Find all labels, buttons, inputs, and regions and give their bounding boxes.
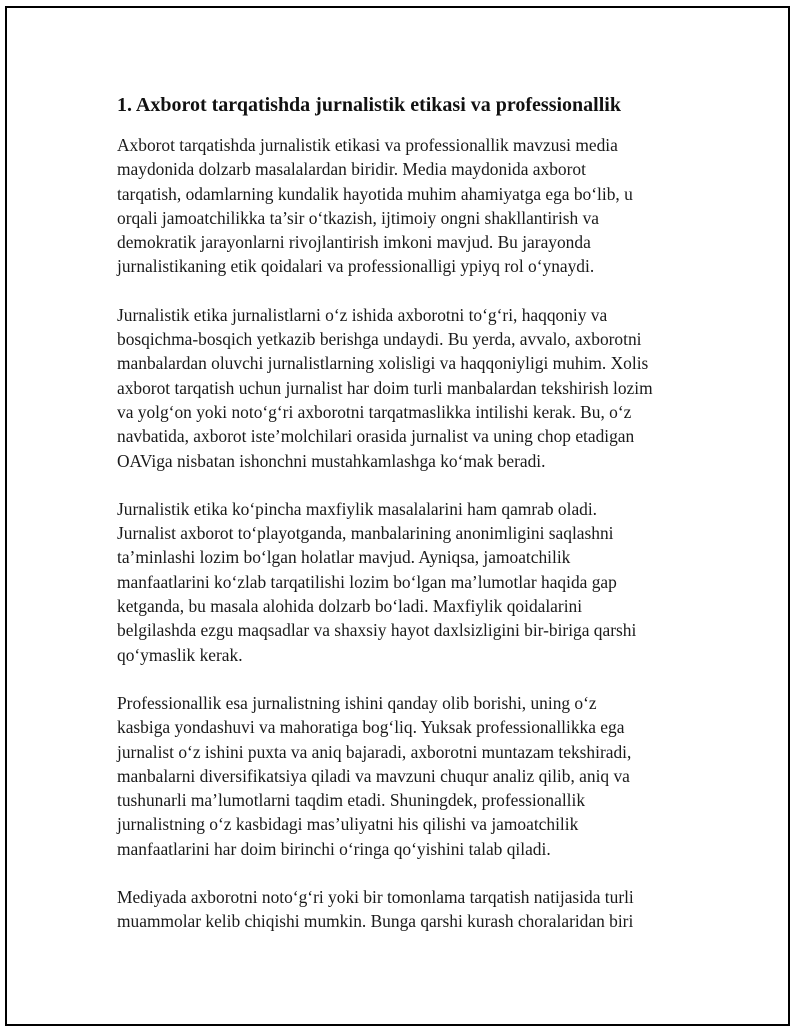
paragraph-confidentiality: Jurnalistik etika ko‘pincha maxfiylik masalalarini ham qamrab oladi. Jurnalist axborot to‘playotganda, manbalarining anonimligini saqlashni ta’minlashi lozim bo‘lgan holatlar mavjud. Ayniqsa, jamoatchilik manfaatlarini ko‘zlab tarqatilishi lozim bo‘lgan ma’lumotlar haqida gap ketganda, bu masala alohida dolzarb bo‘ladi. Maxfiylik qoidalarini belgilashda ezgu maqsadlar va shaxsiy hayot daxlsizligini bir-biriga qarshi qo‘ymaslik kerak. — [117, 498, 637, 665]
document-body — [117, 92, 697, 958]
paragraph-professionalism: Professionallik esa jurnalistning ishini qanday olib borishi, uning o‘z kasbiga yondashuvi va mahoratiga bog‘liq. Yuksak professionallikka ega jurnalist o‘z ishini puxta va aniq bajaradi, axborotni muntazam tekshiradi, manbalarni diversifikatsiya qiladi va mavzuni chuqur analiz qilib, aniq va tushunarli ma’lumotlarni taqdim etadi. Shuningdek, professionallik jurnalistning o‘z kasbidagi mas’uliyatni his qilishi va jamoatchilik manfaatlarini har doim birinchi o‘ringa qo‘yishini talab qiladi. — [117, 692, 632, 859]
section-heading: 1. Axborot tarqatishda jurnalistik etikasi va professionallik — [117, 94, 621, 116]
paragraph-intro: Axborot tarqatishda jurnalistik etikasi va professionallik mavzusi media maydonida dolzarb masalalardan biridir. Media maydonida axborot tarqatish, odamlarning kundalik hayotida muhim ahamiyatga ega bo‘lib, u orqali jamoatchilikka ta’sir o‘tkazish, ijtimoiy ongni shakllantirish va demokratik jarayonlarni rivojlantirish imkoni mavjud. Bu jarayonda jurnalistikaning etik qoidalari va professionalligi ypiyq rol o‘ynaydi. — [117, 135, 633, 277]
paragraph-journalistic-ethics: Jurnalistik etika jurnalistlarni o‘z ishida axborotni to‘g‘ri, haqqoniy va bosqichma-bosqich yetkazib berishga undaydi. Bu yerda, avvalo, axborotni manbalardan oluvchi jurnalistlarning xolisligi va haqqoniyligi muhim. Xolis axborot tarqatish uchun jurnalist har doim turli manbalardan tekshirish lozim va yolg‘on yoki noto‘g‘ri axborotni tarqatmaslikka intilishi kerak. Bu, o‘z navbatida, axborot iste’molchilari orasida jurnalist va uning chop etadigan OAViga nisbatan ishonchni mustahkamlashga ko‘mak beradi. — [117, 304, 653, 471]
paragraph-media-problems: Mediyada axborotni noto‘g‘ri yoki bir tomonlama tarqatish natijasida turli muammolar kelib chiqishi mumkin. Bunga qarshi kurash choralaridan biri — [117, 887, 634, 932]
